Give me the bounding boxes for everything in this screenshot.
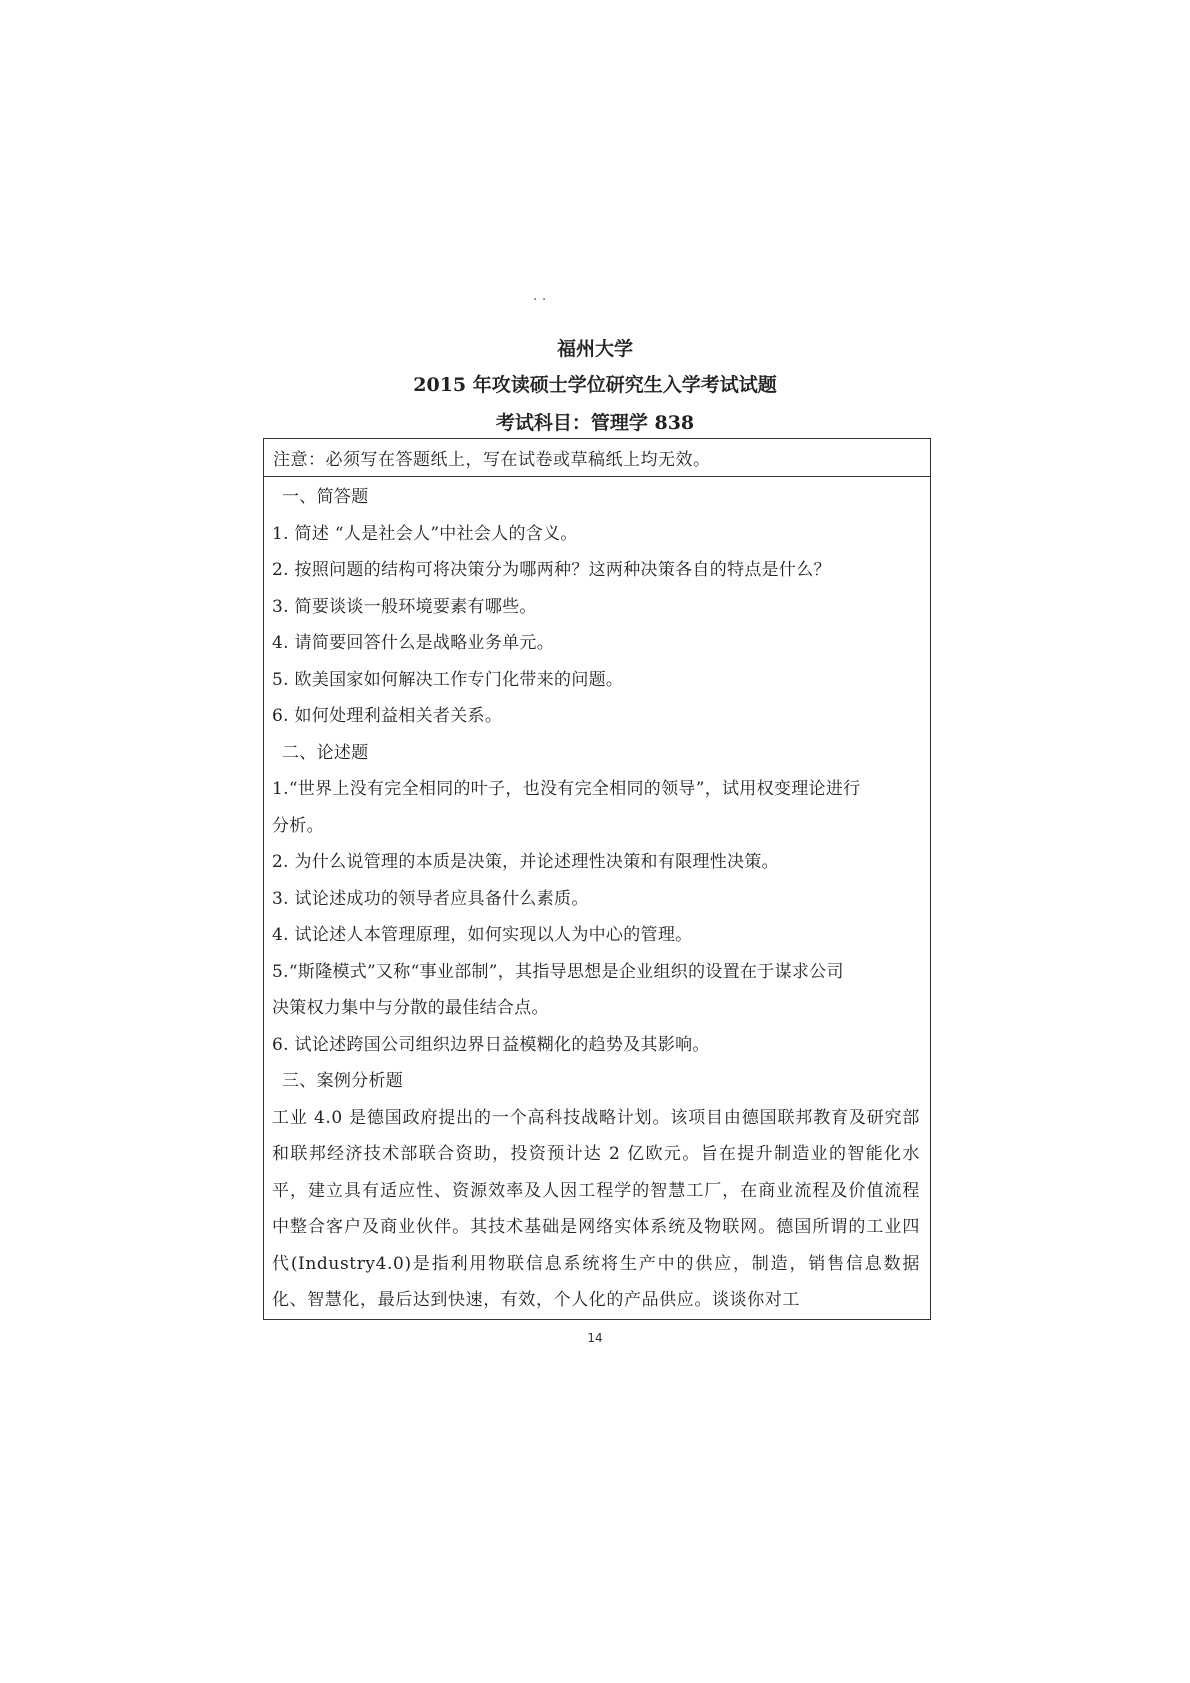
question-item: 2. 按照问题的结构可将决策分为哪两种？这两种决策各自的特点是什么？	[272, 560, 831, 580]
exam-frame	[263, 438, 931, 1320]
exam-content	[264, 477, 930, 1319]
exam-subject: 考试科目：管理学 838	[495, 412, 695, 434]
header-mark: · ·	[533, 292, 547, 308]
section-heading-essay: 二、论述题	[282, 742, 369, 763]
section-heading-short-answer: 一、简答题	[282, 487, 369, 507]
question-item: 4. 试论述人本管理原理，如何实现以人为中心的管理。	[272, 925, 693, 945]
question-item: 6. 试论述跨国公司组织边界日益模糊化的趋势及其影响。	[272, 1034, 710, 1055]
question-item: 分析。	[272, 815, 324, 836]
page-number: 14	[587, 1331, 603, 1345]
question-item: 5.“斯隆模式”又称“事业部制”，其指导思想是企业组织的设置在于谋求公司	[272, 961, 844, 982]
exam-notice: 注意：必须写在答题纸上，写在试卷或草稿纸上均无效。	[264, 439, 930, 477]
question-item: 1.“世界上没有完全相同的叶子，也没有完全相同的领导”，试用权变理论进行	[272, 779, 861, 799]
exam-title: 2015 年攻读硕士学位研究生入学考试试题	[413, 374, 777, 396]
university-title: 福州大学	[556, 338, 633, 360]
question-item: 5. 欧美国家如何解决工作专门化带来的问题。	[272, 669, 624, 690]
question-item: 2. 为什么说管理的本质是决策，并论述理性决策和有限理性决策。	[272, 852, 779, 872]
question-item: 1. 简述 “人是社会人”中社会人的含义。	[272, 523, 578, 544]
section-heading-case: 三、案例分析题	[282, 1071, 404, 1091]
question-item: 3. 试论述成功的领导者应具备什么素质。	[272, 888, 589, 909]
case-paragraph: 工业 4.0 是德国政府提出的一个高科技战略计划。该项目由德国联邦教育及研究部和联邦经济技术部联合资助，投资预计达 2 亿欧元。旨在提升制造业的智能化水平，建立具有适应性、资源效率及人因工程学的智慧工厂，在商业流程及价值流程中整合客户及商业伙伴。其技术基础是网络实体系统及物联网。德国所谓的工业四代(Industry4.0)是指利用物联信息系统将生产中的供应，制造，销售信息数据化、智慧化，最后达到快速，有效，个人化的产品供应。谈谈你对工	[272, 1107, 920, 1310]
question-item: 决策权力集中与分散的最佳结合点。	[272, 998, 549, 1018]
question-item: 6. 如何处理利益相关者关系。	[272, 706, 503, 726]
question-item: 4. 请简要回答什么是战略业务单元。	[272, 633, 555, 653]
question-item: 3. 简要谈谈一般环境要素有哪些。	[272, 596, 537, 617]
